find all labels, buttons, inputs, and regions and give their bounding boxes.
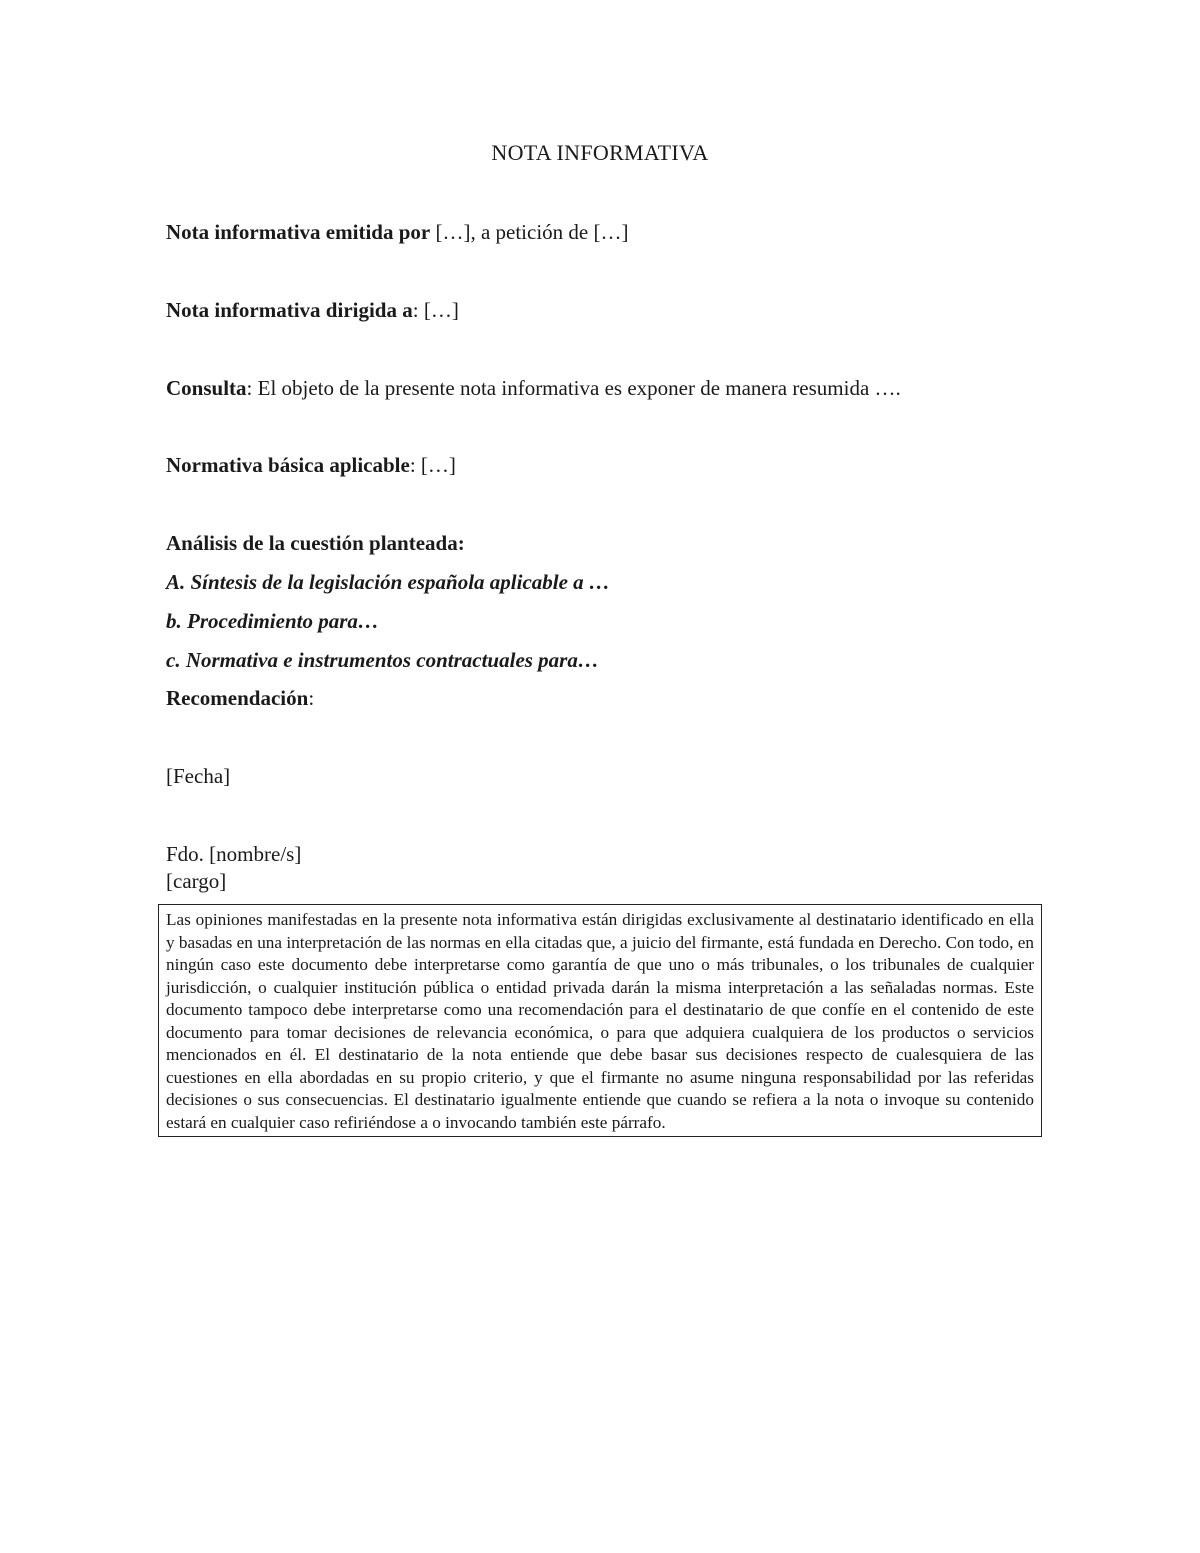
analisis-item-c: c. Normativa e instrumentos contractuales para… xyxy=(166,648,599,672)
normativa-label: Normativa básica aplicable xyxy=(166,453,410,477)
consulta-line xyxy=(166,374,901,402)
fecha-placeholder: [Fecha] xyxy=(166,764,231,788)
normativa-line xyxy=(166,451,456,479)
firma-line: Fdo. [nombre/s] xyxy=(166,842,302,866)
cargo-line: [cargo] xyxy=(166,869,227,893)
normativa-value: : […] xyxy=(409,453,456,477)
dirigida-label: Nota informativa dirigida a xyxy=(166,298,413,322)
dirigida-value: : […] xyxy=(412,298,459,322)
recomendacion-value: : xyxy=(308,686,315,710)
emitida-value: […], a petición de […] xyxy=(430,220,629,244)
emitida-label: Nota informativa emitida por xyxy=(166,220,431,244)
recomendacion-line xyxy=(166,684,314,712)
dirigida-line xyxy=(166,296,459,324)
document-title: NOTA INFORMATIVA xyxy=(491,140,709,165)
analisis-heading: Análisis de la cuestión planteada: xyxy=(166,531,465,555)
analisis-item-a: A. Síntesis de la legislación española aplicable a … xyxy=(166,570,610,594)
analisis-item-b: b. Procedimiento para… xyxy=(166,609,379,633)
consulta-label: Consulta xyxy=(166,376,247,400)
disclaimer-box: Las opiniones manifestadas en la presente nota informativa están dirigidas exclusivamente al destinatario identificado en ella y basadas en una interpretación de las normas en ella citadas que, a juicio del firmante, está fundada en Derecho. Con todo, en ningún caso este documento debe interpretarse como garantía de que uno o más tribunales, o los tribunales de cualquier jurisdicción, o cualquier institución pública o entidad privada darán la misma interpretación a las señaladas normas. Este documento tampoco debe interpretarse como una recomendación para el destinatario de que confíe en el contenido de este documento para tomar decisiones de relevancia económica, o para que adquiera cualquiera de los productos o servicios mencionados en él. El destinatario de la nota entiende que debe basar sus decisiones respecto de cualesquiera de las cuestiones en ella abordadas en su propio criterio, y que el firmante no asume ninguna responsabilidad por las referidas decisiones o sus consecuencias. El destinatario igualmente entiende que cuando se refiera a la nota o invoque su contenido estará en cualquier caso refiriéndose a o invocando también este párrafo. xyxy=(158,904,1042,1137)
consulta-value: : El objeto de la presente nota informativa es exponer de manera resumida …. xyxy=(246,376,901,400)
recomendacion-label: Recomendación xyxy=(166,686,309,710)
emitida-line xyxy=(166,218,628,246)
